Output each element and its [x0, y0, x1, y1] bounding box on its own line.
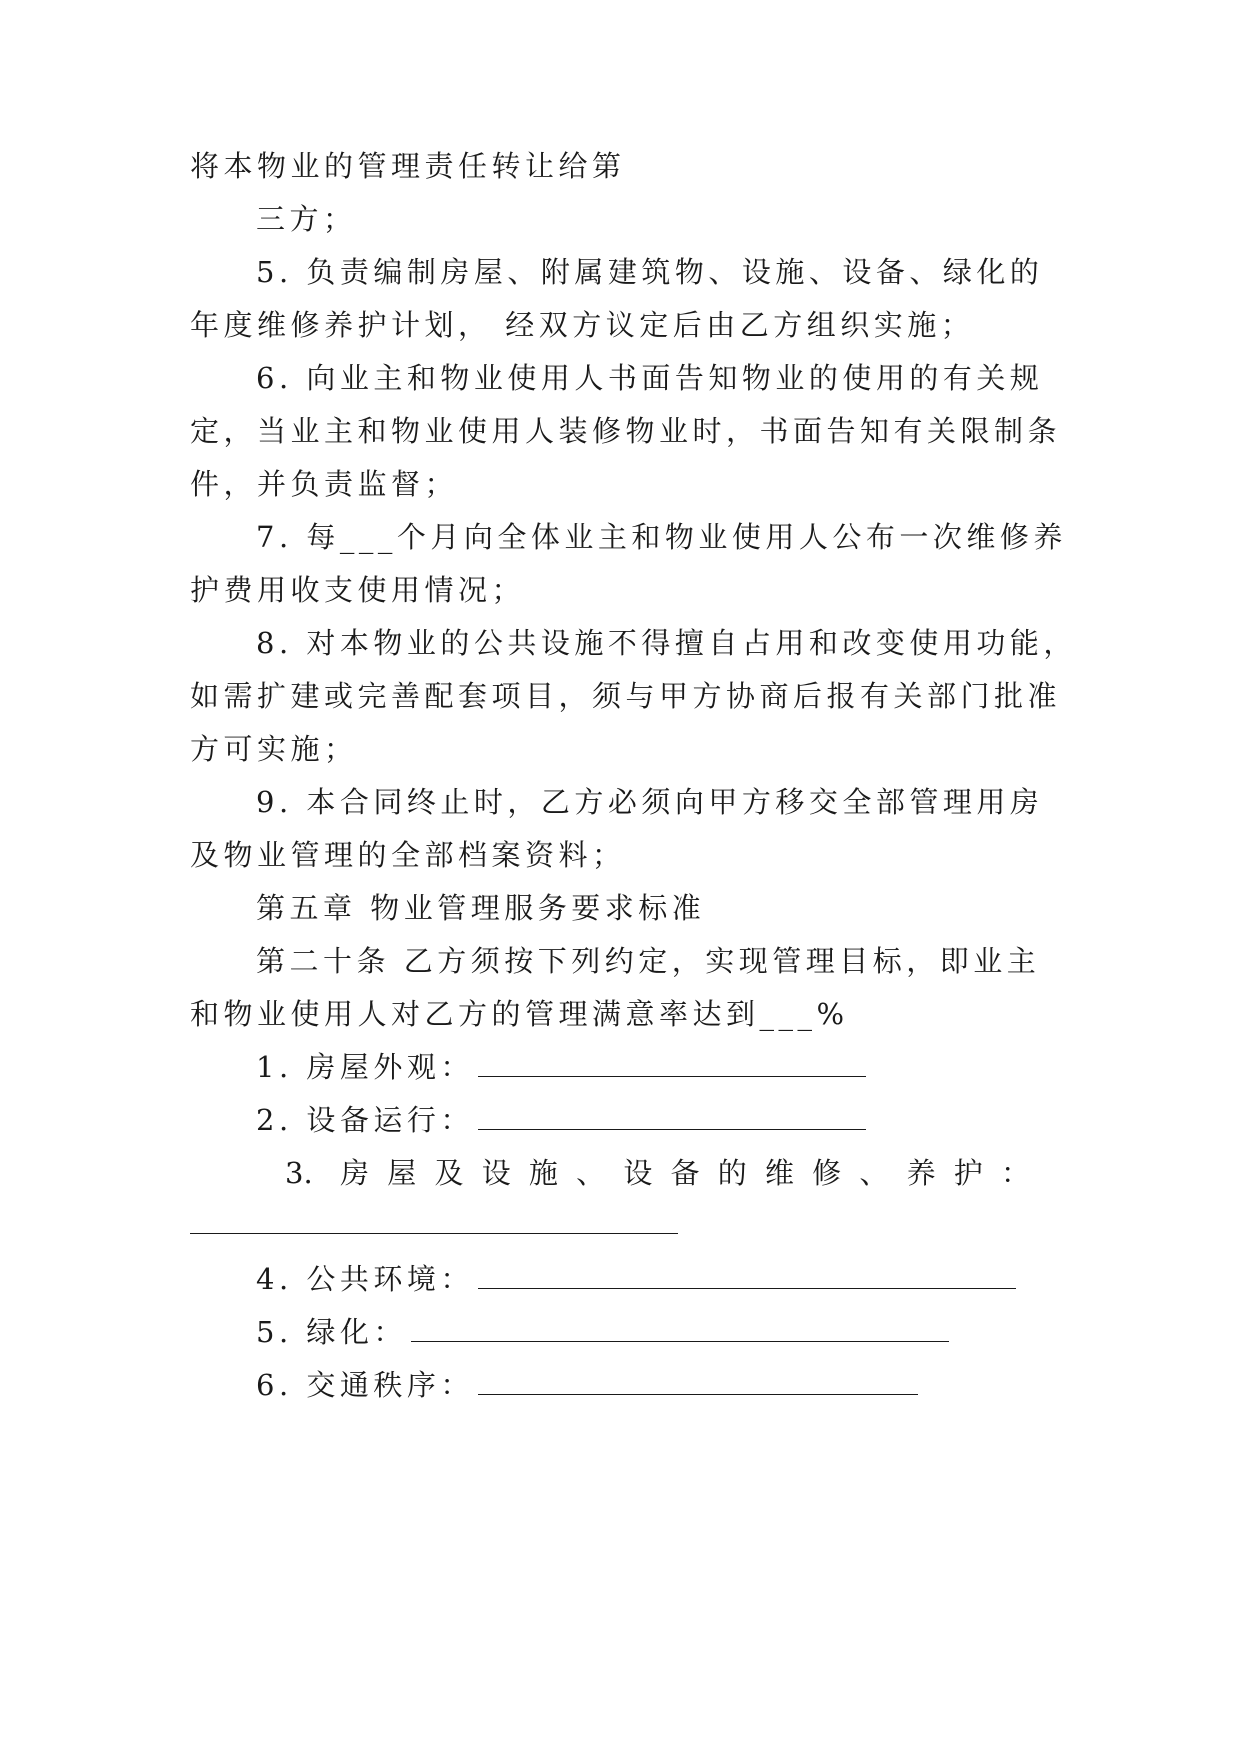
standard-item — [256, 1365, 1116, 1405]
text-line: 9. 本合同终止时，乙方必须向甲方移交全部管理用房 — [256, 785, 1044, 819]
text-line: 及物业管理的全部档案资料； — [190, 838, 626, 872]
standard-label: 1. 房屋外观： — [256, 1050, 474, 1084]
standard-item — [256, 1259, 1116, 1299]
text-line: 和物业使用人对乙方的管理满意率达到___% — [190, 997, 849, 1031]
standard-item — [256, 1100, 1116, 1140]
text-line: 7. 每___个月向全体业主和物业使用人公布一次维修养 — [256, 520, 1067, 554]
text-line: 定，当业主和物业使用人装修物业时，书面告知有关限制条 — [190, 414, 1062, 448]
text-line: 5. 负责编制房屋、附属建筑物、设施、设备、绿化的 — [256, 255, 1044, 289]
text-line: 将本物业的管理责任转让给第 — [190, 149, 626, 183]
standard-label: 6. 交通秩序： — [256, 1368, 474, 1402]
standard-item — [256, 1312, 1116, 1352]
fill-blank — [478, 1262, 1016, 1289]
fill-blank — [478, 1103, 866, 1130]
standard-label: 4. 公共环境： — [256, 1262, 474, 1296]
standard-label: 5. 绿化： — [256, 1315, 407, 1349]
chapter-heading: 第五章 物业管理服务要求标准 — [256, 891, 706, 925]
fill-blank — [411, 1315, 949, 1342]
text-line: 如需扩建或完善配套项目，须与甲方协商后报有关部门批准 — [190, 679, 1062, 713]
text-line: 年度维修养护计划， 经双方议定后由乙方组织实施； — [190, 308, 975, 342]
fill-blank — [478, 1368, 918, 1395]
text-line: 方可实施； — [190, 732, 358, 766]
text-line: 6. 向业主和物业使用人书面告知物业的使用的有关规 — [256, 361, 1044, 395]
text-line: 件，并负责监督； — [190, 467, 459, 501]
standard-label: 2. 设备运行： — [256, 1103, 474, 1137]
text-line: 护费用收支使用情况； — [190, 573, 526, 607]
text-line: 三方； — [256, 202, 357, 236]
standard-item — [256, 1047, 1116, 1087]
fill-blank — [190, 1233, 678, 1234]
fill-blank — [478, 1050, 866, 1077]
standard-item: 3. 房屋及设施、设备的维修、养护： — [285, 1156, 1030, 1190]
text-line: 第二十条 乙方须按下列约定，实现管理目标，即业主 — [256, 944, 1041, 978]
text-line: 8. 对本物业的公共设施不得擅自占用和改变使用功能， — [256, 626, 1077, 660]
